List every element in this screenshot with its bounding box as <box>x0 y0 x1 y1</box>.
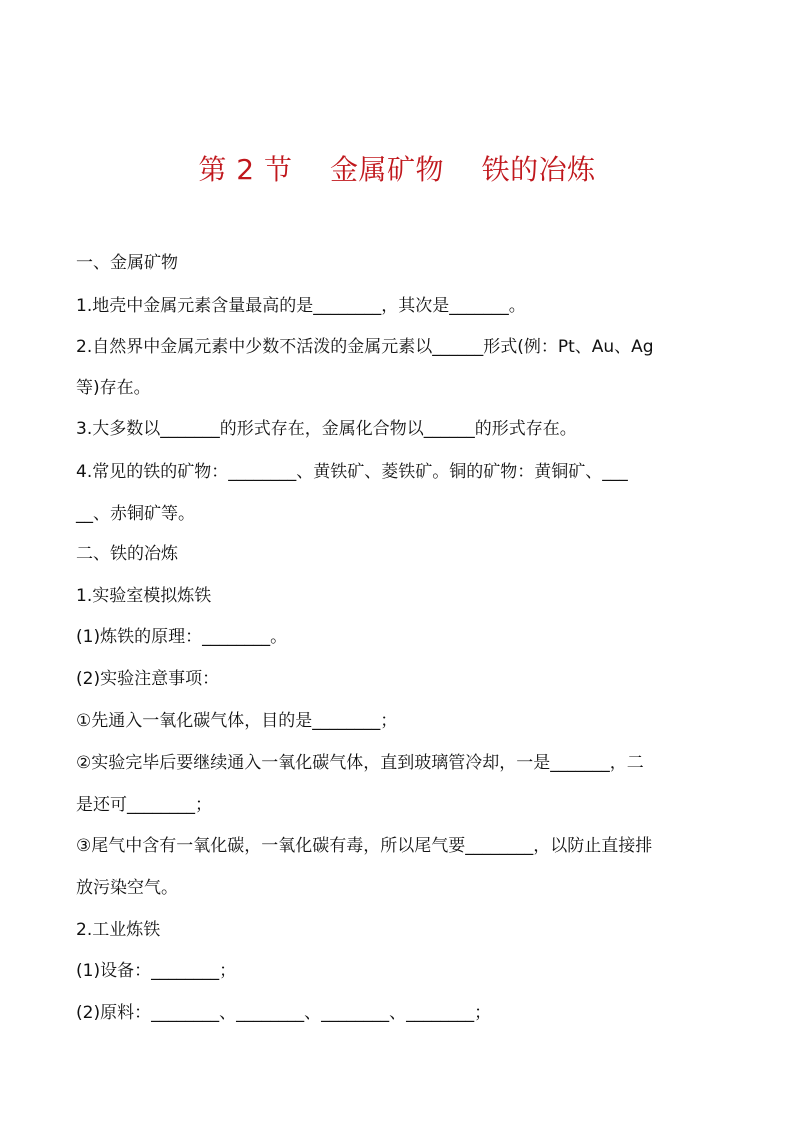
question-line: ①先通入一氧化碳气体，目的是________； <box>76 711 398 731</box>
question-line: 4.常见的铁的矿物：________、黄铁矿、菱铁矿。铜的矿物：黄铜矿、___ <box>76 462 628 482</box>
subsection-heading: 2.工业炼铁 <box>76 920 161 940</box>
question-line: (1)炼铁的原理：________。 <box>76 627 288 647</box>
question-line: 放污染空气。 <box>76 878 178 898</box>
question-line: 1.地壳中金属元素含量最高的是________，其次是_______。 <box>76 296 526 316</box>
question-line: (2)实验注意事项： <box>76 669 220 689</box>
section-heading-iron-smelting: 二、铁的冶炼 <box>76 544 178 564</box>
question-line: 是还可________； <box>76 795 212 815</box>
question-line: 等)存在。 <box>76 378 151 398</box>
section-heading-metal-minerals: 一、金属矿物 <box>76 253 178 273</box>
question-line: (1)设备：________； <box>76 961 237 981</box>
question-line: ③尾气中含有一氧化碳，一氧化碳有毒，所以尾气要________，以防止直接排 <box>76 836 653 856</box>
question-line: 2.自然界中金属元素中少数不活泼的金属元素以______形式(例：Pt、Au、Ag <box>76 337 654 357</box>
question-line: __、赤铜矿等。 <box>76 504 195 524</box>
subsection-heading: 1.实验室模拟炼铁 <box>76 586 212 606</box>
page-title: 第 2 节 金属矿物 铁的冶炼 <box>198 153 596 186</box>
question-line: (2)原料：________、________、________、________； <box>76 1003 492 1023</box>
question-line: ②实验完毕后要继续通入一氧化碳气体，直到玻璃管冷却，一是_______，二 <box>76 753 644 773</box>
question-line: 3.大多数以_______的形式存在，金属化合物以______的形式存在。 <box>76 419 577 439</box>
